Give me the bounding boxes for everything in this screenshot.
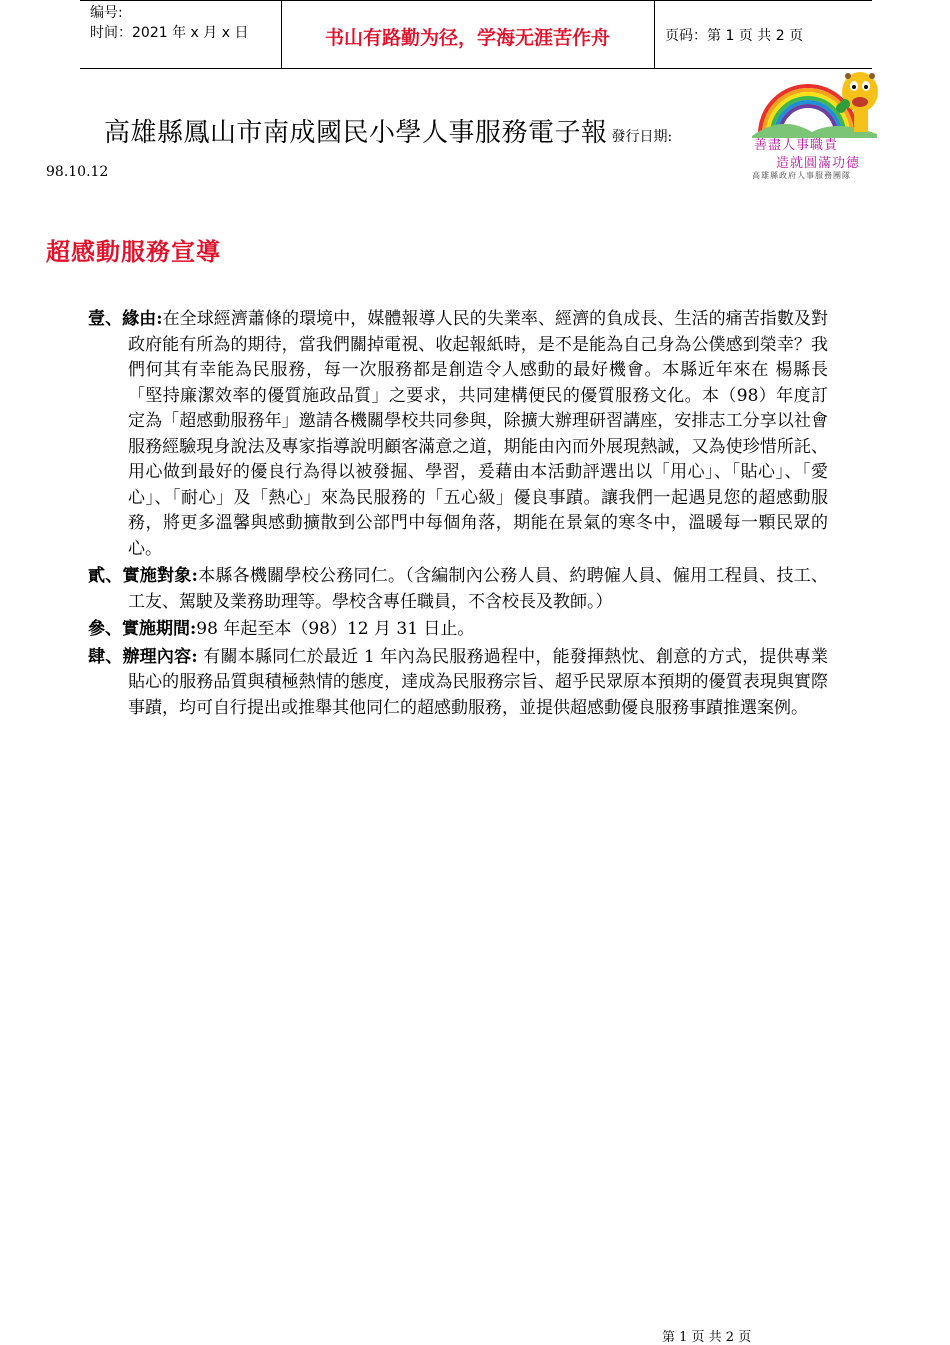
page-footer: 第 1 页 共 2 页 bbox=[662, 1330, 752, 1345]
issue-date-label: 發行日期: bbox=[611, 129, 673, 145]
list-item bbox=[88, 307, 828, 562]
logo bbox=[742, 64, 892, 182]
issue-date: 98.10.12 bbox=[46, 164, 109, 180]
list-item bbox=[88, 645, 828, 722]
section-heading: 超感動服務宣導 bbox=[46, 238, 221, 266]
header-motto: 书山有路勤为径，学海无涯苦作舟 bbox=[324, 27, 610, 49]
item-label: 貳、實施對象: bbox=[88, 566, 198, 586]
title-line bbox=[104, 112, 672, 149]
header-page-label: 页码：第 1 页 共 2 页 bbox=[665, 28, 804, 44]
item-text: 98 年起至本（98）12 月 31 日止。 bbox=[196, 619, 475, 639]
item-label: 肆、辦理內容: bbox=[88, 646, 198, 667]
logo-caption: 高雄縣政府人事服務團隊 bbox=[752, 171, 851, 180]
logo-text: 善盡人事職責 bbox=[754, 138, 839, 153]
item-text: 在全球經濟蕭條的環境中，媒體報導人民的失業率、經濟的負成長、生活的痛苦指數及對政府能有所為的期待，當我們關掉電視、收起報紙時，是不是能為自己身為公僕感到榮幸？我們何其有幸能為民服務，每一次服務都是創造令人感動的最好機會。本縣近年來在 楊縣長「堅持廉潔效率的優質施政品質」之要求，共同建構便民的優質服務文化。本（98）年度訂定為「超感動服務年」邀請各機關學校共同參與，除擴大辦理研習講座，安排志工分享以社會服務經驗現身說法及專家指導說明顧客滿意之道，期能由內而外展現熱誠，又為使珍惜所託、用心做到最好的優良行為得以被發掘、學習，爰藉由本活動評選出以「用心」、「貼心」、「愛心」、「耐心」及「熱心」來為民服務的「五心級」優良事蹟。讓我們一起遇見您的超感動服務，將更多溫馨與感動擴散到公部門中每個角落，期能在景氣的寒冬中，溫暖每一顆民眾的心。 bbox=[128, 309, 828, 559]
header-divider bbox=[654, 1, 655, 68]
time-label: 时间：2021 年 x 月 x 日 bbox=[90, 25, 249, 41]
item-text: 本縣各機關學校公務同仁。（含編制內公務人員、約聘僱人員、僱用工程員、技工、工友、駕駛及業務助理等。學校含專任職員，不含校長及教師。） bbox=[128, 566, 828, 612]
body-list bbox=[88, 307, 828, 723]
document-header bbox=[80, 0, 872, 69]
header-meta bbox=[90, 3, 280, 43]
list-item bbox=[88, 617, 828, 643]
item-text: 有關本縣同仁於最近 1 年內為民服務過程中，能發揮熱忱、創意的方式，提供專業貼心的服務品質與積極熱情的態度，達成為民服務宗旨、超乎民眾原本預期的優質表現與實際事蹟，均可自行提出或推舉其他同仁的超感動服務，並提供超感動優良服務事蹟推選案例。 bbox=[128, 646, 829, 718]
page-title: 高雄縣鳳山市南成國民小學人事服務電子報 bbox=[104, 118, 608, 148]
number-label: 编号: bbox=[90, 5, 123, 21]
logo-text: 造就圓滿功德 bbox=[776, 156, 861, 171]
item-label: 壹、緣由: bbox=[88, 309, 163, 329]
list-item bbox=[88, 564, 828, 615]
item-label: 參、實施期間: bbox=[88, 619, 197, 639]
